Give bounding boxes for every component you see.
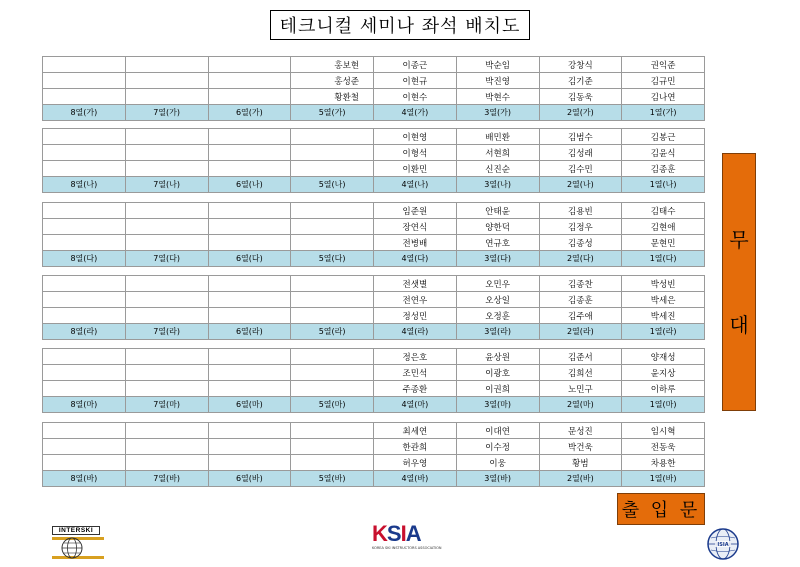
seat-cell: [208, 73, 291, 89]
seat-cell: [125, 57, 208, 73]
column-label: 2열(다): [539, 251, 622, 267]
column-label-row: [43, 397, 705, 413]
seat-cell: 김종성: [539, 235, 622, 251]
seat-cell: 차용한: [622, 455, 705, 471]
seat-cell: [43, 145, 126, 161]
seat-cell: 박건욱: [539, 439, 622, 455]
column-label: 5열(나): [291, 177, 374, 193]
seat-cell: [291, 365, 374, 381]
seat-cell: 김동욱: [539, 89, 622, 105]
seat-cell: [291, 349, 374, 365]
seat-cell: 이수정: [456, 439, 539, 455]
column-label: 4열(가): [374, 105, 457, 121]
svg-text:ISIA: ISIA: [717, 542, 729, 548]
entrance-block: [617, 493, 705, 525]
seat-cell: [43, 219, 126, 235]
entrance-label: 출 입 문: [621, 500, 701, 521]
column-label-row: [43, 324, 705, 340]
globe-icon: [52, 535, 106, 561]
seat-cell: 정은호: [374, 349, 457, 365]
seat-cell: [125, 89, 208, 105]
seat-cell: [208, 381, 291, 397]
seat-cell: 한관희: [374, 439, 457, 455]
seat-cell: [125, 455, 208, 471]
seat-row: [43, 203, 705, 219]
seat-cell: [208, 365, 291, 381]
seat-cell: 배민환: [456, 129, 539, 145]
column-label: 8열(라): [43, 324, 126, 340]
seat-cell: [208, 161, 291, 177]
seat-cell: [208, 203, 291, 219]
seat-cell: [291, 145, 374, 161]
seat-row: [43, 73, 705, 89]
seat-cell: [125, 308, 208, 324]
seat-cell: [125, 365, 208, 381]
seat-cell: 김봉근: [622, 129, 705, 145]
seat-cell: 강창식: [539, 57, 622, 73]
seat-cell: 서현희: [456, 145, 539, 161]
seat-cell: [291, 292, 374, 308]
isia-logo: [703, 526, 743, 562]
seat-cell: 이대연: [456, 423, 539, 439]
column-label: 4열(마): [374, 397, 457, 413]
column-label: 8열(다): [43, 251, 126, 267]
seat-cell: [125, 276, 208, 292]
seat-cell: 박성빈: [622, 276, 705, 292]
seat-cell: 전병배: [374, 235, 457, 251]
column-label: 2열(나): [539, 177, 622, 193]
seat-cell: 김나연: [622, 89, 705, 105]
seat-cell: [43, 57, 126, 73]
seat-cell: 이형석: [374, 145, 457, 161]
column-label: 6열(마): [208, 397, 291, 413]
seat-cell: [43, 439, 126, 455]
seat-cell: [208, 57, 291, 73]
seat-cell: 조민석: [374, 365, 457, 381]
seat-cell: [291, 455, 374, 471]
stage-block: [722, 153, 756, 411]
seat-cell: [291, 161, 374, 177]
seat-cell: [43, 423, 126, 439]
seat-cell: [208, 145, 291, 161]
column-label: 4열(라): [374, 324, 457, 340]
seat-cell: 전연우: [374, 292, 457, 308]
seating-section: [42, 202, 705, 267]
seat-cell: [43, 292, 126, 308]
column-label: 1열(마): [622, 397, 705, 413]
seat-cell: 윤상원: [456, 349, 539, 365]
seat-row: [43, 349, 705, 365]
seat-row: [43, 161, 705, 177]
column-label: 5열(가): [291, 105, 374, 121]
seat-cell: [291, 308, 374, 324]
seat-cell: 김준서: [539, 349, 622, 365]
seat-cell: [43, 455, 126, 471]
column-label: 7열(나): [125, 177, 208, 193]
seat-cell: [125, 292, 208, 308]
stage-label-top: 무: [729, 228, 749, 252]
seating-section: [42, 348, 705, 413]
seat-row: [43, 439, 705, 455]
seat-cell: [43, 349, 126, 365]
seat-cell: [125, 349, 208, 365]
column-label: 1열(가): [622, 105, 705, 121]
seat-row: [43, 365, 705, 381]
seat-cell: 문성진: [539, 423, 622, 439]
seat-cell: [43, 89, 126, 105]
column-label: 8열(가): [43, 105, 126, 121]
column-label: 2열(바): [539, 471, 622, 487]
column-label: 2열(가): [539, 105, 622, 121]
column-label: 3열(나): [456, 177, 539, 193]
seat-cell: [208, 89, 291, 105]
column-label: 1열(바): [622, 471, 705, 487]
seat-cell: [291, 381, 374, 397]
column-label: 4열(나): [374, 177, 457, 193]
seat-cell: 이권희: [456, 381, 539, 397]
seat-cell: 이현영: [374, 129, 457, 145]
column-label: 7열(바): [125, 471, 208, 487]
seat-row: [43, 235, 705, 251]
column-label: 6열(나): [208, 177, 291, 193]
column-label: 7열(다): [125, 251, 208, 267]
seat-cell: 윤지상: [622, 365, 705, 381]
seat-cell: [125, 381, 208, 397]
seat-cell: [43, 203, 126, 219]
column-label: 6열(바): [208, 471, 291, 487]
page-title: [270, 10, 530, 40]
seat-cell: [208, 276, 291, 292]
seat-row: [43, 292, 705, 308]
seat-cell: 김태수: [622, 203, 705, 219]
seat-cell: 권익준: [622, 57, 705, 73]
seat-cell: [208, 219, 291, 235]
seat-cell: 이웅: [456, 455, 539, 471]
seat-cell: 이하루: [622, 381, 705, 397]
column-label: 5열(다): [291, 251, 374, 267]
seat-cell: 김정우: [539, 219, 622, 235]
seat-cell: 노민구: [539, 381, 622, 397]
seat-cell: 김윤식: [622, 145, 705, 161]
column-label: 7열(가): [125, 105, 208, 121]
seat-cell: [125, 161, 208, 177]
seat-row: [43, 276, 705, 292]
seat-cell: [125, 423, 208, 439]
seat-cell: [43, 308, 126, 324]
seat-cell: [291, 439, 374, 455]
ksia-logo-subtitle: KOREA SKI INSTRUCTORS ASSOCIATION: [372, 546, 442, 550]
seat-cell: [208, 349, 291, 365]
seat-cell: [43, 235, 126, 251]
seat-cell: 허우영: [374, 455, 457, 471]
seat-cell: 오민우: [456, 276, 539, 292]
seat-cell: 주종환: [374, 381, 457, 397]
seat-cell: [125, 219, 208, 235]
seat-cell: 김종훈: [622, 161, 705, 177]
ksia-logo-mark: KSIA: [372, 521, 421, 546]
seat-cell: 박현수: [456, 89, 539, 105]
seat-cell: 안태윤: [456, 203, 539, 219]
seat-cell: 연규호: [456, 235, 539, 251]
seat-cell: 김기준: [539, 73, 622, 89]
seat-row: [43, 308, 705, 324]
seat-cell: 최세연: [374, 423, 457, 439]
seat-cell: 문현민: [622, 235, 705, 251]
column-label: 5열(바): [291, 471, 374, 487]
seat-cell: [291, 276, 374, 292]
seat-cell: 전샛별: [374, 276, 457, 292]
column-label: 3열(바): [456, 471, 539, 487]
seat-cell: 김성래: [539, 145, 622, 161]
seat-cell: [208, 423, 291, 439]
column-label: 6열(라): [208, 324, 291, 340]
seat-cell: 박순임: [456, 57, 539, 73]
seating-section: [42, 275, 705, 340]
seat-cell: [43, 365, 126, 381]
column-label: 7열(마): [125, 397, 208, 413]
seat-row: [43, 129, 705, 145]
column-label: 1열(라): [622, 324, 705, 340]
seat-cell: 황환철: [291, 89, 374, 105]
column-label: 6열(가): [208, 105, 291, 121]
column-label-row: [43, 471, 705, 487]
seat-cell: 홍성준: [291, 73, 374, 89]
isia-globe-icon: [703, 526, 743, 562]
seat-cell: 이환민: [374, 161, 457, 177]
seat-row: [43, 145, 705, 161]
seat-cell: 임시혁: [622, 423, 705, 439]
seat-cell: 양한덕: [456, 219, 539, 235]
seat-cell: [291, 219, 374, 235]
seat-cell: [43, 161, 126, 177]
seat-row: [43, 423, 705, 439]
seat-cell: [125, 203, 208, 219]
seat-cell: 김종훈: [539, 292, 622, 308]
seat-cell: [43, 73, 126, 89]
seat-cell: [43, 381, 126, 397]
interski-logo-text: INTERSKI: [52, 526, 100, 535]
seat-cell: 이현수: [374, 89, 457, 105]
seat-cell: 이현규: [374, 73, 457, 89]
seating-section: [42, 56, 705, 121]
seat-cell: 이종근: [374, 57, 457, 73]
seat-cell: 전동욱: [622, 439, 705, 455]
seat-cell: [125, 145, 208, 161]
seat-cell: 김규민: [622, 73, 705, 89]
column-label: 7열(라): [125, 324, 208, 340]
seat-cell: [125, 439, 208, 455]
seat-row: [43, 89, 705, 105]
column-label: 3열(다): [456, 251, 539, 267]
column-label: 2열(라): [539, 324, 622, 340]
seat-cell: 김주애: [539, 308, 622, 324]
column-label: 8열(바): [43, 471, 126, 487]
seat-cell: [208, 308, 291, 324]
seat-cell: [291, 203, 374, 219]
seat-cell: [208, 292, 291, 308]
interski-logo: [52, 526, 106, 562]
seat-row: [43, 381, 705, 397]
seating-section: [42, 422, 705, 487]
page-title-text: 테크니컬 세미나 좌석 배치도: [279, 16, 521, 37]
column-label-row: [43, 177, 705, 193]
column-label: 5열(마): [291, 397, 374, 413]
column-label: 4열(바): [374, 471, 457, 487]
stage-label-bottom: 대: [729, 313, 749, 337]
column-label: 5열(라): [291, 324, 374, 340]
column-label: 1열(나): [622, 177, 705, 193]
seat-cell: 김현애: [622, 219, 705, 235]
seat-cell: [125, 129, 208, 145]
seat-cell: 김범수: [539, 129, 622, 145]
seat-cell: 김희선: [539, 365, 622, 381]
seat-cell: [291, 129, 374, 145]
seat-cell: [125, 235, 208, 251]
seat-row: [43, 219, 705, 235]
seat-cell: 정성민: [374, 308, 457, 324]
ksia-logo: [372, 521, 442, 566]
seating-section: [42, 128, 705, 193]
seat-cell: [208, 439, 291, 455]
column-label: 3열(라): [456, 324, 539, 340]
seat-cell: 김종찬: [539, 276, 622, 292]
seat-row: [43, 455, 705, 471]
seat-cell: 박세은: [622, 292, 705, 308]
seat-cell: 장연식: [374, 219, 457, 235]
seat-cell: 김수민: [539, 161, 622, 177]
column-label: 2열(마): [539, 397, 622, 413]
column-label-row: [43, 105, 705, 121]
seat-cell: [208, 129, 291, 145]
seat-cell: [291, 423, 374, 439]
seat-cell: 박진영: [456, 73, 539, 89]
seat-cell: 박세진: [622, 308, 705, 324]
seat-cell: [125, 73, 208, 89]
seat-cell: 오상일: [456, 292, 539, 308]
column-label: 6열(다): [208, 251, 291, 267]
column-label: 3열(가): [456, 105, 539, 121]
seat-cell: 신진순: [456, 161, 539, 177]
seat-cell: [291, 235, 374, 251]
column-label: 8열(나): [43, 177, 126, 193]
column-label: 1열(다): [622, 251, 705, 267]
seat-row: [43, 57, 705, 73]
seat-cell: [208, 455, 291, 471]
seat-cell: 양재성: [622, 349, 705, 365]
column-label: 4열(다): [374, 251, 457, 267]
seat-cell: [43, 276, 126, 292]
seat-cell: 홍보현: [291, 57, 374, 73]
column-label: 3열(마): [456, 397, 539, 413]
seat-cell: 오정훈: [456, 308, 539, 324]
seat-cell: [43, 129, 126, 145]
seat-cell: [208, 235, 291, 251]
seat-cell: 이광호: [456, 365, 539, 381]
seat-cell: 임준원: [374, 203, 457, 219]
seat-cell: 김용빈: [539, 203, 622, 219]
seat-cell: 황범: [539, 455, 622, 471]
column-label: 8열(마): [43, 397, 126, 413]
column-label-row: [43, 251, 705, 267]
